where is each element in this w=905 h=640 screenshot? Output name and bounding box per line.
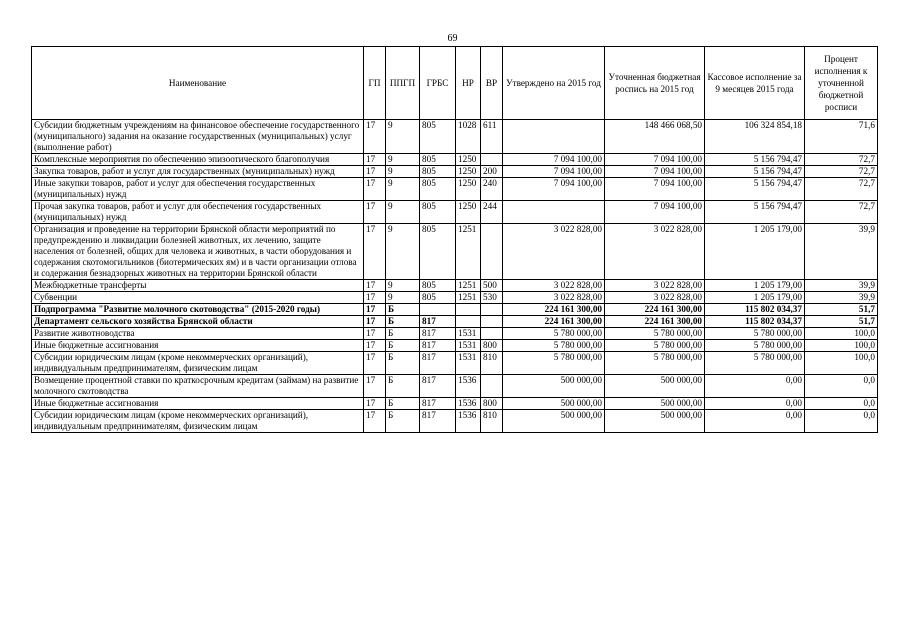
table-row xyxy=(32,352,878,375)
header-approved: Утверждено на 2015 год xyxy=(503,47,605,120)
cell-grbs: 817 xyxy=(420,340,456,352)
table-row xyxy=(32,201,878,224)
cell-grbs xyxy=(420,304,456,316)
cell-gp: 17 xyxy=(364,120,386,154)
cell-refined: 224 161 300,00 xyxy=(605,304,705,316)
table-row xyxy=(32,178,878,201)
cell-nr: 1250 xyxy=(456,201,481,224)
cell-percent: 72,7 xyxy=(805,178,878,201)
cell-gp: 17 xyxy=(364,375,386,398)
cell-nr: 1251 xyxy=(456,292,481,304)
cell-grbs: 805 xyxy=(420,224,456,280)
cell-cash: 5 156 794,47 xyxy=(705,178,805,201)
cell-nr: 1250 xyxy=(456,154,481,166)
cell-name: Организация и проведение на территории Брянской области мероприятий по предупреждению и ликвидации болезней животных, их лечению, защите населения от болезней, общих для человека и животных, в части оборудования и содержания скотомогильников (биотермических ям) и в части организации отлова и содержания безнадзорных животных на территории Брянской области xyxy=(32,224,364,280)
cell-refined: 7 094 100,00 xyxy=(605,154,705,166)
cell-percent: 0,0 xyxy=(805,410,878,433)
header-nr: НР xyxy=(456,47,481,120)
cell-gp: 17 xyxy=(364,410,386,433)
cell-vr xyxy=(481,375,503,398)
cell-refined: 7 094 100,00 xyxy=(605,166,705,178)
cell-ppgp: Б xyxy=(386,316,420,328)
table-row xyxy=(32,410,878,433)
cell-grbs: 817 xyxy=(420,410,456,433)
cell-name: Субсидии юридическим лицам (кроме некоммерческих организаций), индивидуальным предпринимателям, физическим лицам xyxy=(32,352,364,375)
cell-vr xyxy=(481,328,503,340)
cell-percent: 72,7 xyxy=(805,166,878,178)
header-row xyxy=(32,47,878,120)
cell-approved: 224 161 300,00 xyxy=(503,316,605,328)
cell-vr: 800 xyxy=(481,340,503,352)
header-gp: ГП xyxy=(364,47,386,120)
cell-percent: 100,0 xyxy=(805,340,878,352)
cell-gp: 17 xyxy=(364,166,386,178)
cell-ppgp: Б xyxy=(386,398,420,410)
cell-approved: 5 780 000,00 xyxy=(503,340,605,352)
cell-nr: 1250 xyxy=(456,166,481,178)
cell-gp: 17 xyxy=(364,201,386,224)
cell-name: Субсидии юридическим лицам (кроме некоммерческих организаций), индивидуальным предпринимателям, физическим лицам xyxy=(32,410,364,433)
cell-vr: 611 xyxy=(481,120,503,154)
cell-percent: 39,9 xyxy=(805,292,878,304)
cell-cash: 115 802 034,37 xyxy=(705,316,805,328)
cell-grbs: 817 xyxy=(420,328,456,340)
cell-gp: 17 xyxy=(364,398,386,410)
cell-grbs: 805 xyxy=(420,166,456,178)
cell-vr: 500 xyxy=(481,280,503,292)
cell-gp: 17 xyxy=(364,224,386,280)
cell-approved: 3 022 828,00 xyxy=(503,292,605,304)
cell-name: Прочая закупка товаров, работ и услуг для обеспечения государственных (муниципальных) нужд xyxy=(32,201,364,224)
cell-ppgp: Б xyxy=(386,410,420,433)
cell-approved: 3 022 828,00 xyxy=(503,224,605,280)
cell-name: Иные бюджетные ассигнования xyxy=(32,340,364,352)
cell-cash: 1 205 179,00 xyxy=(705,292,805,304)
cell-cash: 1 205 179,00 xyxy=(705,280,805,292)
table-row xyxy=(32,224,878,280)
cell-grbs: 805 xyxy=(420,292,456,304)
header-vr: ВР xyxy=(481,47,503,120)
cell-cash: 5 156 794,47 xyxy=(705,166,805,178)
cell-percent: 39,9 xyxy=(805,224,878,280)
cell-cash: 0,00 xyxy=(705,410,805,433)
cell-approved: 5 780 000,00 xyxy=(503,328,605,340)
cell-approved: 224 161 300,00 xyxy=(503,304,605,316)
cell-approved: 500 000,00 xyxy=(503,375,605,398)
table-row xyxy=(32,304,878,316)
cell-percent: 72,7 xyxy=(805,154,878,166)
cell-refined: 5 780 000,00 xyxy=(605,352,705,375)
table-row xyxy=(32,375,878,398)
cell-cash: 5 156 794,47 xyxy=(705,154,805,166)
cell-refined: 5 780 000,00 xyxy=(605,340,705,352)
cell-percent: 51,7 xyxy=(805,316,878,328)
table-row xyxy=(32,292,878,304)
table-body xyxy=(32,120,878,433)
cell-nr: 1536 xyxy=(456,410,481,433)
cell-refined: 3 022 828,00 xyxy=(605,292,705,304)
cell-approved: 500 000,00 xyxy=(503,410,605,433)
cell-ppgp: 9 xyxy=(386,292,420,304)
cell-vr xyxy=(481,316,503,328)
cell-ppgp: Б xyxy=(386,328,420,340)
cell-name: Комплексные мероприятия по обеспечению эпизоотического благополучия xyxy=(32,154,364,166)
cell-grbs: 817 xyxy=(420,316,456,328)
table-row xyxy=(32,120,878,154)
cell-ppgp: Б xyxy=(386,352,420,375)
header-name: Наименование xyxy=(32,47,364,120)
cell-gp: 17 xyxy=(364,178,386,201)
cell-name: Иные бюджетные ассигнования xyxy=(32,398,364,410)
cell-name: Подпрограмма "Развитие молочного скотоводства" (2015-2020 годы) xyxy=(32,304,364,316)
cell-nr: 1536 xyxy=(456,398,481,410)
cell-vr: 800 xyxy=(481,398,503,410)
cell-nr: 1251 xyxy=(456,280,481,292)
cell-approved: 7 094 100,00 xyxy=(503,166,605,178)
cell-cash: 115 802 034,37 xyxy=(705,304,805,316)
cell-nr xyxy=(456,316,481,328)
cell-nr: 1250 xyxy=(456,178,481,201)
cell-gp: 17 xyxy=(364,292,386,304)
cell-nr: 1531 xyxy=(456,328,481,340)
header-percent: Процент исполнения к уточненной бюджетной росписи xyxy=(805,47,878,120)
cell-refined: 5 780 000,00 xyxy=(605,328,705,340)
cell-grbs: 817 xyxy=(420,375,456,398)
table-row xyxy=(32,166,878,178)
cell-approved: 7 094 100,00 xyxy=(503,154,605,166)
cell-gp: 17 xyxy=(364,340,386,352)
cell-vr: 200 xyxy=(481,166,503,178)
table-row xyxy=(32,154,878,166)
cell-ppgp: 9 xyxy=(386,166,420,178)
cell-refined: 500 000,00 xyxy=(605,410,705,433)
table-row xyxy=(32,398,878,410)
cell-gp: 17 xyxy=(364,304,386,316)
cell-approved xyxy=(503,201,605,224)
cell-percent: 51,7 xyxy=(805,304,878,316)
cell-approved: 500 000,00 xyxy=(503,398,605,410)
cell-cash: 0,00 xyxy=(705,398,805,410)
cell-nr: 1531 xyxy=(456,352,481,375)
cell-ppgp: Б xyxy=(386,340,420,352)
cell-refined: 148 466 068,50 xyxy=(605,120,705,154)
cell-gp: 17 xyxy=(364,352,386,375)
cell-ppgp: 9 xyxy=(386,154,420,166)
cell-vr: 244 xyxy=(481,201,503,224)
header-grbs: ГРБС xyxy=(420,47,456,120)
cell-ppgp: Б xyxy=(386,304,420,316)
cell-name: Департамент сельского хозяйства Брянской области xyxy=(32,316,364,328)
cell-percent: 100,0 xyxy=(805,352,878,375)
cell-refined: 7 094 100,00 xyxy=(605,178,705,201)
cell-nr xyxy=(456,304,481,316)
cell-percent: 72,7 xyxy=(805,201,878,224)
header-refined: Уточненная бюджетная роспись на 2015 год xyxy=(605,47,705,120)
cell-grbs: 817 xyxy=(420,398,456,410)
cell-refined: 3 022 828,00 xyxy=(605,224,705,280)
budget-table xyxy=(31,46,878,433)
cell-vr xyxy=(481,304,503,316)
cell-vr: 530 xyxy=(481,292,503,304)
cell-approved: 3 022 828,00 xyxy=(503,280,605,292)
cell-ppgp: 9 xyxy=(386,224,420,280)
cell-grbs: 805 xyxy=(420,280,456,292)
cell-cash: 5 780 000,00 xyxy=(705,340,805,352)
cell-ppgp: 9 xyxy=(386,201,420,224)
cell-cash: 5 780 000,00 xyxy=(705,328,805,340)
cell-name: Иные закупки товаров, работ и услуг для обеспечения государственных (муниципальных) нужд xyxy=(32,178,364,201)
cell-cash: 1 205 179,00 xyxy=(705,224,805,280)
cell-nr: 1251 xyxy=(456,224,481,280)
cell-vr: 810 xyxy=(481,410,503,433)
cell-ppgp: Б xyxy=(386,375,420,398)
cell-refined: 500 000,00 xyxy=(605,375,705,398)
cell-refined: 3 022 828,00 xyxy=(605,280,705,292)
cell-approved: 7 094 100,00 xyxy=(503,178,605,201)
cell-cash: 106 324 854,18 xyxy=(705,120,805,154)
cell-nr: 1531 xyxy=(456,340,481,352)
cell-ppgp: 9 xyxy=(386,280,420,292)
table-row xyxy=(32,280,878,292)
table-row xyxy=(32,340,878,352)
cell-cash: 5 156 794,47 xyxy=(705,201,805,224)
cell-nr: 1536 xyxy=(456,375,481,398)
cell-gp: 17 xyxy=(364,280,386,292)
cell-percent: 39,9 xyxy=(805,280,878,292)
header-cash: Кассовое исполнение за 9 месяцев 2015 года xyxy=(705,47,805,120)
page-number: 69 xyxy=(447,33,458,44)
cell-name: Развитие животноводства xyxy=(32,328,364,340)
cell-gp: 17 xyxy=(364,154,386,166)
header-ppgp: ППГП xyxy=(386,47,420,120)
cell-name: Субсидии бюджетным учреждениям на финансовое обеспечение государственного (муниципального) задания на оказание государственных (муниципальных) услуг (выполнение работ) xyxy=(32,120,364,154)
cell-grbs: 817 xyxy=(420,352,456,375)
cell-refined: 224 161 300,00 xyxy=(605,316,705,328)
cell-gp: 17 xyxy=(364,316,386,328)
cell-nr: 1028 xyxy=(456,120,481,154)
cell-vr: 240 xyxy=(481,178,503,201)
cell-approved xyxy=(503,120,605,154)
cell-vr: 810 xyxy=(481,352,503,375)
cell-refined: 7 094 100,00 xyxy=(605,201,705,224)
cell-grbs: 805 xyxy=(420,154,456,166)
table-row xyxy=(32,328,878,340)
cell-refined: 500 000,00 xyxy=(605,398,705,410)
cell-cash: 5 780 000,00 xyxy=(705,352,805,375)
cell-name: Возмещение процентной ставки по краткосрочным кредитам (займам) на развитие молочного скотоводства xyxy=(32,375,364,398)
cell-percent: 100,0 xyxy=(805,328,878,340)
cell-grbs: 805 xyxy=(420,120,456,154)
cell-grbs: 805 xyxy=(420,201,456,224)
cell-approved: 5 780 000,00 xyxy=(503,352,605,375)
cell-percent: 0,0 xyxy=(805,375,878,398)
cell-name: Субвенции xyxy=(32,292,364,304)
cell-ppgp: 9 xyxy=(386,120,420,154)
cell-name: Закупка товаров, работ и услуг для государственных (муниципальных) нужд xyxy=(32,166,364,178)
cell-percent: 0,0 xyxy=(805,398,878,410)
cell-vr xyxy=(481,154,503,166)
cell-vr xyxy=(481,224,503,280)
cell-ppgp: 9 xyxy=(386,178,420,201)
cell-grbs: 805 xyxy=(420,178,456,201)
cell-name: Межбюджетные трансферты xyxy=(32,280,364,292)
cell-gp: 17 xyxy=(364,328,386,340)
table-row xyxy=(32,316,878,328)
cell-cash: 0,00 xyxy=(705,375,805,398)
cell-percent: 71,6 xyxy=(805,120,878,154)
